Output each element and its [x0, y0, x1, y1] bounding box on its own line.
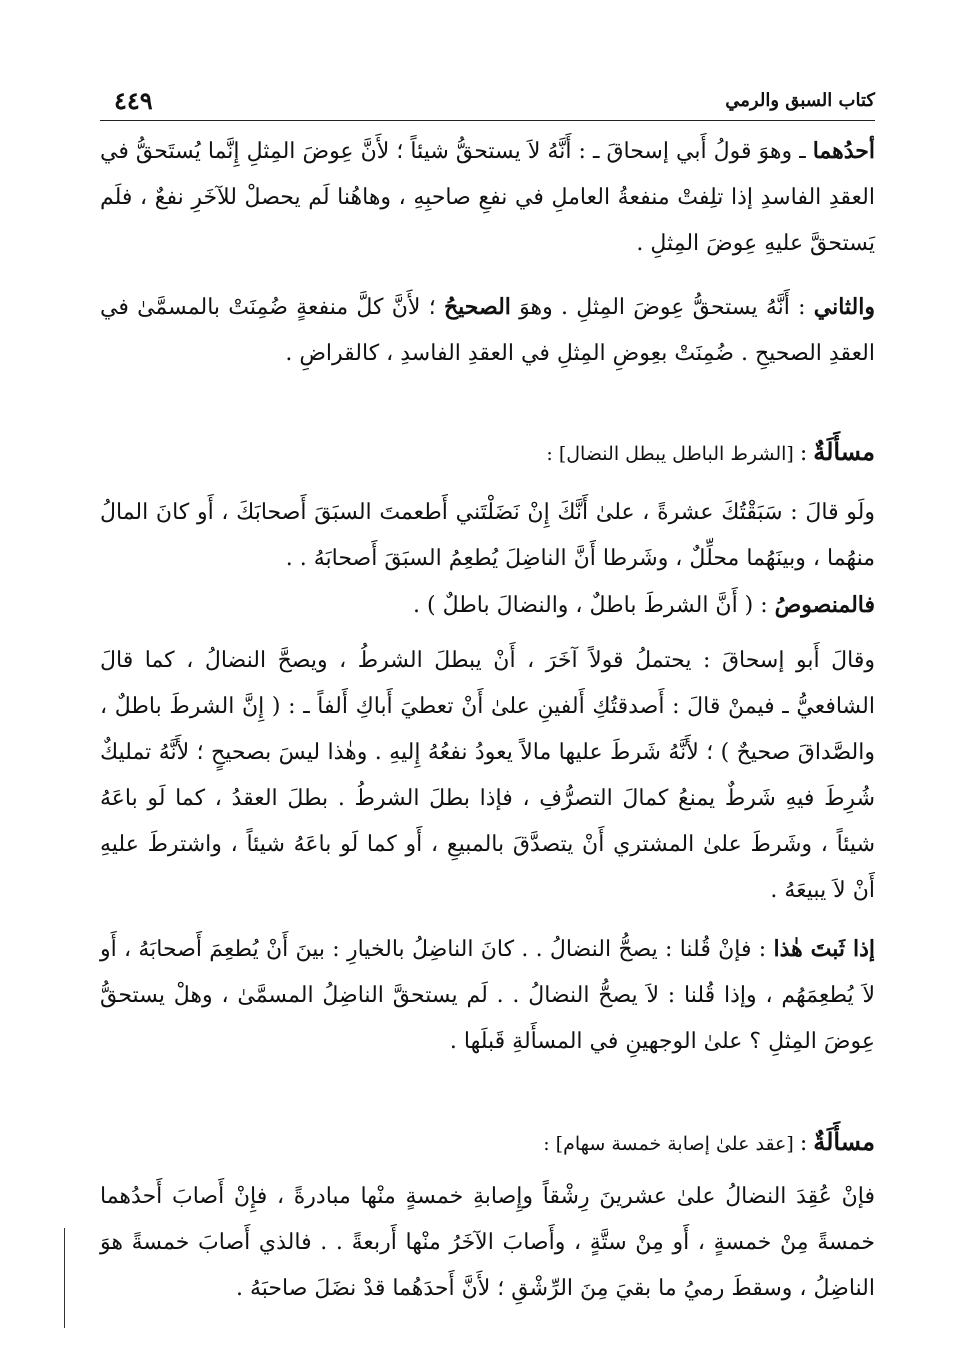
margin-line	[64, 1228, 65, 1328]
issue-title: [الشرط الباطل يبطل النضال] :	[546, 443, 794, 465]
paragraph-first-view	[100, 128, 875, 267]
emphasis-word: الصحيحُ	[443, 294, 511, 320]
paragraph-ruling	[100, 582, 875, 629]
paragraph-text: : فإنْ قُلنا : يصحُّ النضالُ . . كانَ الناضِلُ بالخيارِ : بينَ أَنْ يُطعِمَ أَصحابَهُ ، أَو لاَ يُطعِمَهُم ، وإذا قُلنا : لاَ يصحُّ النضالُ . . لَم يستحقَّ الناضِلُ المسمَّىٰ ، وهلْ يستحقُّ عِوضَ المِثلِ ؟ علىٰ الوجهينِ في المسأَلةِ قَبلَها .	[100, 937, 875, 1054]
paragraph-if-established	[100, 926, 875, 1065]
paragraph-text: فإنْ عُقِدَ النضالُ علىٰ عشرينَ رِشْقاً وإِصابةِ خمسةٍ منْها مبادرةً ، فإِنْ أَصابَ أَحدُهما خمسةً مِنْ خمسةٍ ، أَو مِنْ ستَّةٍ ، وأَصابَ الآخَرُ منْها أَربعةً . . فالذي أَصابَ خمسةً هوَ الناضِلُ ، وسقطَ رميُ ما بقيَ مِنَ الرِّشْقِ ؛ لأَنَّ أَحدَهُما قدْ نضَلَ صاحبَهُ .	[100, 1184, 875, 1301]
paragraph-text: ـ وهوَ قولُ أَبي إسحاقَ ـ : أَنَّهُ لاَ يستحقُّ شيئاً ؛ لأَنَّ عِوضَ المِثلِ إِنَّما يُستَحقُّ في العقدِ الفاسدِ إذا تلِفتْ منفعةُ العاملِ في نفعِ صاحبِهِ ، وهاهُنا لَم يحصلْ للآخَرِ نفعٌ ، فلَم يَستحقَّ عليهِ عِوضَ المِثلِ .	[100, 139, 875, 256]
paragraph-text: وقالَ أَبو إسحاقَ : يحتملُ قولاً آخَرَ ، أَنْ يبطلَ الشرطُ ، ويصحَّ النضالُ ، كما قالَ الشافعيُّ ـ فيمنْ قالَ : أَصدقتُكِ أَلفينِ علىٰ أَنْ تعطيَ أَباكِ أَلفاً ـ : ( إِنَّ الشرطَ باطلٌ ، والصَّداقَ صحيحٌ ) ؛ لأَنَّهُ شَرطَ عليها مالاً يعودُ نفعُهُ إِليهِ . وهٰذا ليسَ بصحيحٍ ؛ لأَنَّهُ تمليكٌ شُرِطَ فيهِ شَرطٌ يمنعُ كمالَ التصرُّفِ ، فإذا بطلَ الشرطُ . بطلَ العقدُ ، كما لَو باعَهُ شيئاً ، وشَرطَ علىٰ المشتري أَنْ يتصدَّقَ بالمبيعِ ، أَو كما لَو باعَهُ شيئاً ، واشترطَ عليهِ أَنْ لاَ يبيعَهُ .	[100, 648, 876, 903]
paragraph-text: ؛ لأَنَّ كلَّ منفعةٍ ضُمِنَتْ بالمسمَّىٰ في العقدِ الصحيحِ . ضُمِنَتْ بعِوضِ المِثلِ في العقدِ الفاسدِ ، كالقراضِ .	[100, 295, 875, 366]
paragraph-text: : ( أَنَّ الشرطَ باطلٌ ، والنضالَ باطلٌ ) .	[413, 593, 775, 618]
paragraph-lead: فالمنصوصُ	[774, 592, 875, 618]
issue-heading	[100, 432, 875, 474]
paragraph-text: : أَنَّهُ يستحقُّ عِوضَ المِثلِ . وهوَ	[510, 295, 814, 320]
issue-heading	[100, 1122, 875, 1164]
issue-separator: :	[799, 1131, 808, 1156]
paragraph-five-hits	[100, 1174, 875, 1312]
issue-separator: :	[799, 441, 808, 466]
book-title: كتاب السبق والرمي	[725, 90, 875, 111]
issue-word: مسأَلَةٌ	[813, 437, 875, 466]
paragraph-lead: أحدُهما	[812, 138, 875, 164]
issue-title: [عقد علىٰ إصابة خمسة سهام] :	[543, 1133, 794, 1155]
paragraph-lead: والثاني	[813, 294, 875, 320]
paragraph-lead: إذا ثَبتَ هٰذا	[773, 936, 876, 962]
header-rule	[100, 120, 875, 121]
paragraph-text: ولَو قالَ : سَبَقْتُكَ عشرةً ، علىٰ أَنَّكَ إِنْ نَضَلْتَني أَطعمتَ السبَقَ أَصحابَكَ ، أَو كانَ المالُ منهُما ، وبينَهُما محلِّلٌ ، وشَرطا أَنَّ الناضِلَ يُطعِمُ السبَقَ أَصحابَهُ . .	[100, 500, 875, 571]
page-number: ٤٤٩	[114, 86, 153, 115]
running-head	[100, 86, 875, 120]
paragraph-abu-ishaq	[100, 638, 875, 914]
paragraph-condition	[100, 490, 875, 582]
paragraph-second-view	[100, 284, 875, 377]
issue-word: مسأَلَةٌ	[813, 1127, 875, 1156]
